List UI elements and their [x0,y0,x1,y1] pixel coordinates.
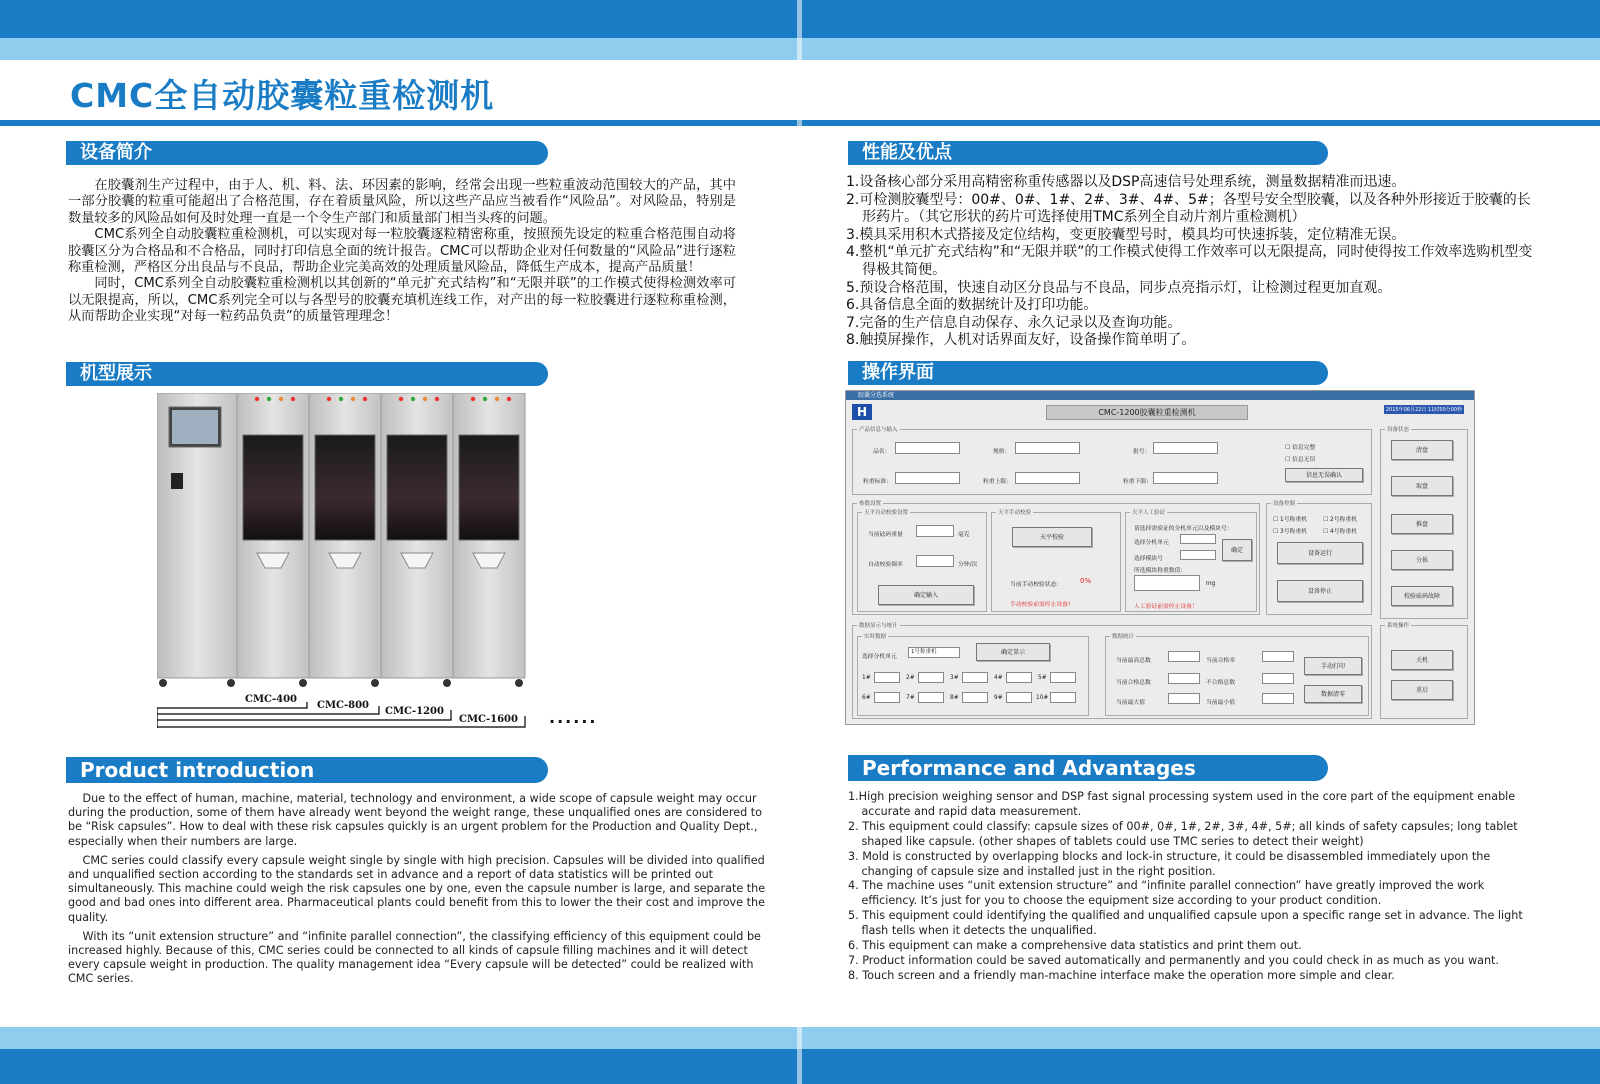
perf-en-item-3: 3. Mold is constructed by overlapping blocks and lock-in structure, it could be disassembled immediately upon the changing of capsule size and installed just in the right position. [848,849,1491,878]
intro-en-para-1: Due to the effect of human, machine, material, technology and environment, a wide scope of capsule weight may occur during the production, some of them have already went beyond the weight range, these unqualified ones are considered to be “Risk capsules”. How to deal with these risk capsules quickly is an urgent problem for the Production and Quality Dept., especially when their numbers are large. [68,792,762,848]
ui-group-manual-calib [991,512,1121,612]
ui-check-correct[interactable]: ☐ 信息无误 [1285,457,1316,463]
ui-input-spec[interactable] [1015,442,1080,454]
perf-cn-item-5: 5.预设合格范围，快速自动区分良品与不良品，同步点亮指示灯，让检测过程更加直观。 [846,279,1392,296]
ui-window-title: 胶囊分选系统 [846,391,1474,400]
ui-btn-confirm-info[interactable]: 信息无误确认 [1285,468,1363,482]
ui-group-product-label: 产品信息与输入 [859,427,898,433]
ui-warn-human: 人工验证前需停止设备！ [1134,604,1198,610]
ui-value-min [1262,693,1294,704]
ui-group-product [852,429,1372,495]
ui-group-stats-label: 数据统计 [1112,634,1135,640]
ui-input-upper[interactable] [1015,472,1080,484]
ui-input-module-weight[interactable] [1134,575,1200,591]
ui-slot-label-3: 3# [950,675,959,681]
ui-btn-confirm-display[interactable]: 确定显示 [976,643,1050,661]
ui-group-manual-label: 天平手动校验 [998,510,1032,516]
ui-slot-9 [1006,692,1032,703]
ui-slot-7 [918,692,944,703]
ui-label-freq: 自动校验频率 [868,562,903,568]
ui-btn-clear[interactable]: 数据清零 [1304,685,1362,703]
section-intro-en: Product introduction [66,757,548,783]
ui-label-total: 当前最高总数 [1116,658,1151,664]
model-label-400: CMC-400 [245,694,298,705]
ui-btn-take[interactable]: 取盘 [1391,476,1453,496]
ui-slot-label-1: 1# [862,675,871,681]
perf-cn-item-6: 6.具备信息全面的数据统计及打印功能。 [846,297,1098,314]
ui-group-device-state-label: 设备状态 [1387,427,1410,433]
ui-check-m4[interactable]: ☐ 4号称重机 [1323,529,1357,535]
ui-btn-calib-fault[interactable]: 校验砝码故障 [1391,586,1453,606]
perf-cn-item-8: 8.触摸屏操作，人机对话界面友好，设备操作简单明了。 [846,332,1196,349]
ui-header: CMC-1200胶囊粒重检测机 [1046,405,1248,420]
ui-label-spec: 规格： [993,449,1011,455]
ui-slot-5 [1050,672,1076,683]
page-title: CMC全自动胶囊粒重检测机 [70,76,495,115]
ui-slot-label-10: 10# [1036,695,1049,701]
perf-cn-item-1: 1.设备核心部分采用高精密称重传感器以及DSP高速信号处理系统，测量数据精准而迅速。 [846,174,1406,190]
ui-input-std[interactable] [895,472,960,484]
ui-select-unit2[interactable]: 1号称重机 [908,647,960,658]
ui-group-auto-calib [857,512,987,612]
ui-slot-1 [874,672,900,683]
ui-select-unit[interactable] [1180,534,1216,544]
ui-group-human-label: 天平人工验证 [1132,510,1166,516]
ui-slot-label-6: 6# [862,695,871,701]
ui-btn-stop[interactable]: 设备停止 [1277,580,1363,602]
ui-group-data [852,625,1372,719]
ui-value-max [1168,693,1200,704]
perf-cn-item-7: 7.完备的生产信息自动保存、永久记录以及查询功能。 [846,314,1182,331]
ui-btn-print[interactable]: 手动打印 [1304,657,1362,675]
ui-group-device-control [1266,503,1372,615]
ui-label-module-weight: 所选模块称重数值： [1134,568,1187,574]
ui-slot-label-5: 5# [1038,675,1047,681]
ui-label-lower: 粒重下限： [1123,479,1152,485]
ui-input-name[interactable] [895,442,960,454]
ui-label-std: 粒重标准： [863,479,892,485]
ui-select-module[interactable] [1180,550,1216,560]
model-label-800: CMC-800 [317,700,370,711]
ui-select-freq[interactable] [916,555,954,567]
ui-slot-2 [918,672,944,683]
model-lineup [157,690,617,730]
ui-slot-label-8: 8# [950,695,959,701]
casters [159,679,523,687]
ui-input-weight[interactable] [916,525,954,537]
ui-btn-ok[interactable]: 确定 [1222,539,1252,561]
perf-en-item-8: 8. Touch screen and a friendly man-machine interface make the operation more simple and clear. [848,968,1395,982]
perf-en-item-6: 6. This equipment can make a comprehensive data statistics and print them out. [848,939,1302,953]
intro-cn-para-2: CMC系列全自动胶囊粒重检测机，可以实现对每一粒胶囊逐粒精密称重，按照预先设定的粒重合格范围自动将胶囊区分为合格品和不合格品，同时打印信息全面的统计报告。CMC可以帮助企业对任何数量的“风险品”进行逐粒称重检测，严格区分出良品与不良品，帮助企业完美高效的处理质量风险品，降低生产成本，提高产品质量！ [68,227,736,276]
ui-label-manual-status: 当前手动校验状态： [1010,582,1063,588]
ui-btn-clean[interactable]: 清盘 [1391,440,1453,460]
ui-datetime: 2015年06月22日 11时50分00秒 [1385,407,1462,413]
ui-slot-6 [874,692,900,703]
ui-slot-label-7: 7# [906,695,915,701]
ui-label-pass-rate: 当前合格率 [1206,658,1235,664]
ui-label-sel-unit2: 选择分机单元 [862,654,897,660]
perf-cn-item-2: 2.可检测胶囊型号：00#、0#、1#、2#、3#、4#、5#；各型号安全型胶囊，以及各种外形接近于胶囊的长形药片。（其它形状的药片可选择使用TMC系列全自动片剂片重检测机） [846,191,1531,226]
perf-cn-item-3: 3.模具采用积木式搭接及定位结构，变更胶囊型号时，模具均可快速拆装，定位精准无误。 [846,226,1406,243]
model-label-1200: CMC-1200 [385,706,444,717]
ui-slot-3 [962,672,988,683]
ui-btn-push[interactable]: 推盘 [1391,514,1453,534]
intro-cn-para-3: 同时，CMC系列全自动胶囊粒重检测机以其创新的“单元扩充式结构”和“无限并联”的工作模式使得检测效率可以无限提高，所以，CMC系列完全可以与各型号的胶囊充填机连线工作，对产出的每一粒胶囊进行逐粒称重检测，从而帮助企业实现“对每一粒药品负责”的质量管理理念！ [68,276,736,325]
intro-en-text [68,792,768,992]
ui-value-pass-rate [1262,651,1294,662]
perf-cn-list [846,174,1540,350]
ui-unit-mg2: mg [1206,581,1216,587]
ui-slot-label-2: 2# [906,675,915,681]
perf-en-list [848,790,1542,984]
perf-en-item-7: 7. Product information could be saved automatically and permanently and you could check in as much as you want. [848,953,1499,967]
ui-slot-10 [1050,692,1076,703]
ui-btn-sort[interactable]: 分拣 [1391,550,1453,570]
section-perf-cn: 性能及优点 [848,141,1328,165]
perf-en-item-2: 2. This equipment could classify: capsule sizes of 00#, 0#, 1#, 2#, 3#, 4#, 5#; all kinds of safety capsules; long tablet shaped like capsule. (other shapes of tablets could use TMC series to detect their weight) [848,819,1518,848]
ui-slot-8 [962,692,988,703]
ui-manual-percent: 0% [1080,577,1092,585]
ui-label-weight: 当前砝码重量 [868,532,903,538]
ui-label-batch: 批号： [1133,449,1151,455]
ui-group-realtime-label: 实时数据 [864,634,887,640]
ui-group-params [852,503,1260,615]
ui-btn-run[interactable]: 设备运行 [1277,542,1363,564]
intro-en-para-2: CMC series could classify every capsule weight single by single with high precision. Capsules will be divided into qualified and unqualified section according to the standards set in advance and a report of data statistics will be printed out simultaneously. This machine could weigh the risk capsules one by one, even the capsule number is large, and separate the good and bad ones into different area. Pharmaceutical plants could benefit from this to lower the their cost and improve the quality. [68,853,766,924]
ui-group-params-label: 参数设置 [859,501,882,507]
ui-group-realtime [857,636,1089,716]
ui-label-sel-unit: 选择分机单元 [1134,540,1169,546]
ui-group-stats [1105,636,1369,716]
ui-btn-restart[interactable]: 重启 [1391,680,1453,700]
ui-slot-4 [1006,672,1032,683]
ui-label-sel-module: 选择模块号 [1134,556,1163,562]
machine-units [237,393,525,678]
perf-cn-item-4: 4.整机“单元扩充式结构”和“无限并联”的工作模式使得工作效率可以无限提高，同时使得按工作效率选购机型变得极其简便。 [846,244,1533,278]
perf-en-item-4: 4. The machine uses “unit extension structure” and “infinite parallel connection” have greatly improved the work efficiency. It’s just for you to choose the equipment size according to your product condition. [848,879,1485,908]
ui-value-total [1168,651,1200,662]
ui-check-m2[interactable]: ☐ 2号称重机 [1323,517,1357,523]
ui-btn-calib[interactable]: 天平校验 [1012,527,1092,547]
ui-label-select-unit-module: 请选择需验证的分机单元以及模块号： [1134,526,1233,532]
ui-group-data-label: 数据显示与统计 [859,623,898,629]
section-intro-cn: 设备简介 [66,141,548,165]
section-models-cn: 机型展示 [66,362,548,386]
ui-input-batch[interactable] [1153,442,1218,454]
operation-interface [845,390,1475,725]
ui-check-m1[interactable]: ☐ 1号称重机 [1273,517,1307,523]
ui-unit-freq: 分钟/次 [958,562,978,568]
ui-group-auto-label: 天平自动校验设置 [864,510,909,516]
ui-value-fail-total [1262,673,1294,684]
perf-en-item-5: 5. This equipment could identifying the qualified and unqualified capsule upon a specific range set in advance. The light flash tells when it detects the unqualified. [848,909,1523,938]
ui-group-system [1380,625,1468,719]
ui-check-complete[interactable]: ☐ 信息完整 [1285,445,1316,451]
intro-cn-para-1: 在胶囊剂生产过程中，由于人、机、料、法、环因素的影响，经常会出现一些粒重波动范围较大的产品，其中一部分胶囊的粒重可能超出了合格范围，存在着质量风险，所以这些产品应当被看作“风险品”。对风险品，特别是数量较多的风险品如何及时处理一直是一个令生产部门和质量部门相当头疼的问题。 [68,178,736,226]
ui-btn-shutdown[interactable]: 关机 [1391,650,1453,670]
ui-warn-manual: 手动校验前需停止设备! [1010,602,1071,608]
ui-label-min: 当前最小值 [1206,700,1235,706]
ui-label-fail-total: 不合格总数 [1206,680,1235,686]
ui-group-device-state [1380,429,1468,619]
ui-group-device-label: 设备控制 [1273,501,1296,507]
ui-slot-label-9: 9# [994,695,1003,701]
ui-logo: H [852,404,872,420]
ui-label-upper: 粒重上限： [983,479,1012,485]
ui-group-system-label: 系统操作 [1387,623,1410,629]
ui-btn-confirm-input[interactable]: 确定输入 [878,585,974,605]
ui-slot-label-4: 4# [994,675,1003,681]
ui-label-max: 当前最大值 [1116,700,1145,706]
ui-value-pass-total [1168,673,1200,684]
section-perf-en: Performance and Advantages [848,755,1328,781]
model-label-1600: CMC-1600 [459,714,518,725]
perf-en-item-1: 1.High precision weighing sensor and DSP fast signal processing system used in the core part of the equipment enable accurate and rapid data measurement. [848,790,1516,818]
ui-check-m3[interactable]: ☐ 3号称重机 [1273,529,1307,535]
intro-en-para-3: With its “unit extension structure” and “infinite parallel connection”, the classifying efficiency of this equipment could be increased highly. Because of this, CMC series could be connected to all kinds of capsule filling machines and it will detect every capsule weight in production. The quality management idea “Every capsule will be detected” could be realized with CMC series. [68,929,761,986]
machine-illustration [157,393,527,688]
section-ui-cn: 操作界面 [848,361,1328,385]
page-gutter [797,0,802,1084]
ui-group-human-verify [1125,512,1257,612]
ui-input-lower[interactable] [1153,472,1218,484]
ui-unit-mg: 毫克 [958,532,970,538]
ui-label-name: 品名： [873,449,891,455]
model-label-more: ...... [549,708,598,727]
ui-label-pass-total: 当前合格总数 [1116,680,1151,686]
intro-cn-text [68,178,736,326]
